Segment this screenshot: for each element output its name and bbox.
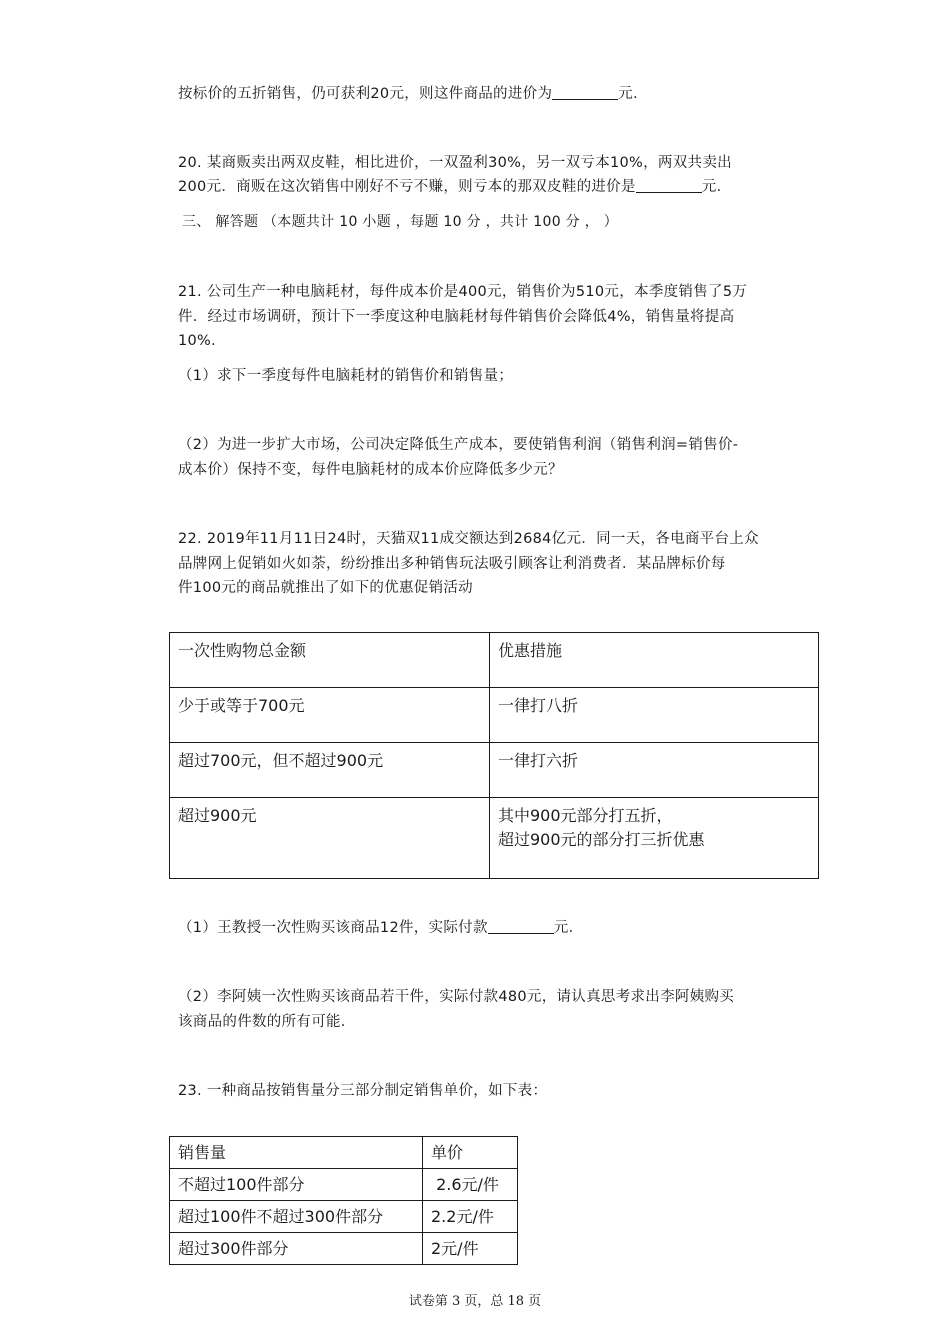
q21-sub2-line2: 成本价）保持不变，每件电脑耗材的成本价应降低多少元？	[178, 462, 563, 478]
discount-line1: 其中900元部分打五折，	[498, 806, 673, 825]
header-price: 单价	[423, 1137, 518, 1169]
q22-line2: 品牌网上促销如火如荼，纷纷推出多种销售玩法吸引顾客让利消费者．某品牌标价每	[178, 556, 726, 572]
discount-cell	[490, 798, 819, 879]
discount-cell: 一律打六折	[490, 743, 819, 798]
discount-cell: 一律打八折	[490, 688, 819, 743]
amount-cell: 超过700元，但不超过900元	[170, 743, 490, 798]
amount-cell: 少于或等于700元	[170, 688, 490, 743]
price-cell: 2.2元/件	[423, 1201, 518, 1233]
q20-line2	[178, 177, 731, 197]
table-row	[170, 798, 819, 879]
q22-sub1	[178, 918, 583, 938]
table-row	[170, 743, 819, 798]
q20-line1: 20. 某商贩卖出两双皮鞋，相比进价，一双盈利30%，另一双亏本10%，两双共卖出	[178, 155, 732, 171]
header-amount: 一次性购物总金额	[170, 633, 490, 688]
header-qty: 销售量	[170, 1137, 423, 1169]
q22-line1: 22. 2019年11月11日24时，天猫双11成交额达到2684亿元．同一天，各电商平台上众	[178, 531, 759, 547]
section-heading: 三、 解答题 （本题共计 10 小题 ，每题 10 分 ，共计 100 分 ， ）	[182, 214, 619, 230]
price-table	[169, 1136, 518, 1265]
page-footer: 试卷第 3 页，总 18 页	[408, 1294, 542, 1309]
qty-cell: 超过300件部分	[170, 1233, 423, 1265]
promotion-table	[169, 632, 819, 879]
q22-answer-blank[interactable]	[488, 919, 554, 934]
q21-line3: 10%．	[178, 333, 226, 349]
amount-cell: 超过900元	[170, 798, 490, 879]
q23-line1: 23. 一种商品按销售量分三部分制定销售单价，如下表：	[178, 1083, 548, 1099]
discount-line2: 超过900元的部分打三折优惠	[498, 830, 705, 849]
table-row	[170, 688, 819, 743]
q21-sub1: （1）求下一季度每件电脑耗材的销售价和销售量；	[178, 368, 514, 384]
q19-tail: 元．	[618, 86, 648, 102]
q22-line3: 件100元的商品就推出了如下的优惠促销活动	[178, 580, 473, 596]
q19-answer-blank[interactable]	[552, 85, 618, 100]
q20-answer-blank[interactable]	[636, 178, 702, 193]
price-cell: 2.6元/件	[423, 1169, 518, 1201]
q22-sub2-line2: 该商品的件数的所有可能．	[178, 1014, 356, 1030]
header-discount: 优惠措施	[490, 633, 819, 688]
q19-line	[178, 84, 648, 104]
price-cell: 2元/件	[423, 1233, 518, 1265]
q21-line2: 件．经过市场调研，预计下一季度这种电脑耗材每件销售价会降低4%，销售量将提高	[178, 309, 735, 325]
q21-line1: 21. 公司生产一种电脑耗材，每件成本价是400元，销售价为510元，本季度销售了5万	[178, 284, 748, 300]
q22-sub1-tail: 元．	[553, 920, 584, 936]
table-header-row	[170, 633, 819, 688]
q21-sub2-line1: （2）为进一步扩大市场，公司决定降低生产成本，要使销售利润（销售利润=销售价-	[178, 437, 739, 453]
q22-sub2-line1: （2）李阿姨一次性购买该商品若干件，实际付款480元，请认真思考求出李阿姨购买	[178, 989, 735, 1005]
q22-sub1-text: （1）王教授一次性购买该商品12件，实际付款	[178, 920, 488, 936]
table-row	[170, 1201, 518, 1233]
qty-cell: 不超过100件部分	[170, 1169, 423, 1201]
qty-cell: 超过100件不超过300件部分	[170, 1201, 423, 1233]
table-row	[170, 1233, 518, 1265]
q20-text: 200元．商贩在这次销售中刚好不亏不赚，则亏本的那双皮鞋的进价是	[178, 179, 636, 195]
table-row	[170, 1169, 518, 1201]
table-header-row	[170, 1137, 518, 1169]
q19-text: 按标价的五折销售，仍可获利20元，则这件商品的进价为	[178, 86, 553, 102]
q20-tail: 元．	[701, 179, 732, 195]
